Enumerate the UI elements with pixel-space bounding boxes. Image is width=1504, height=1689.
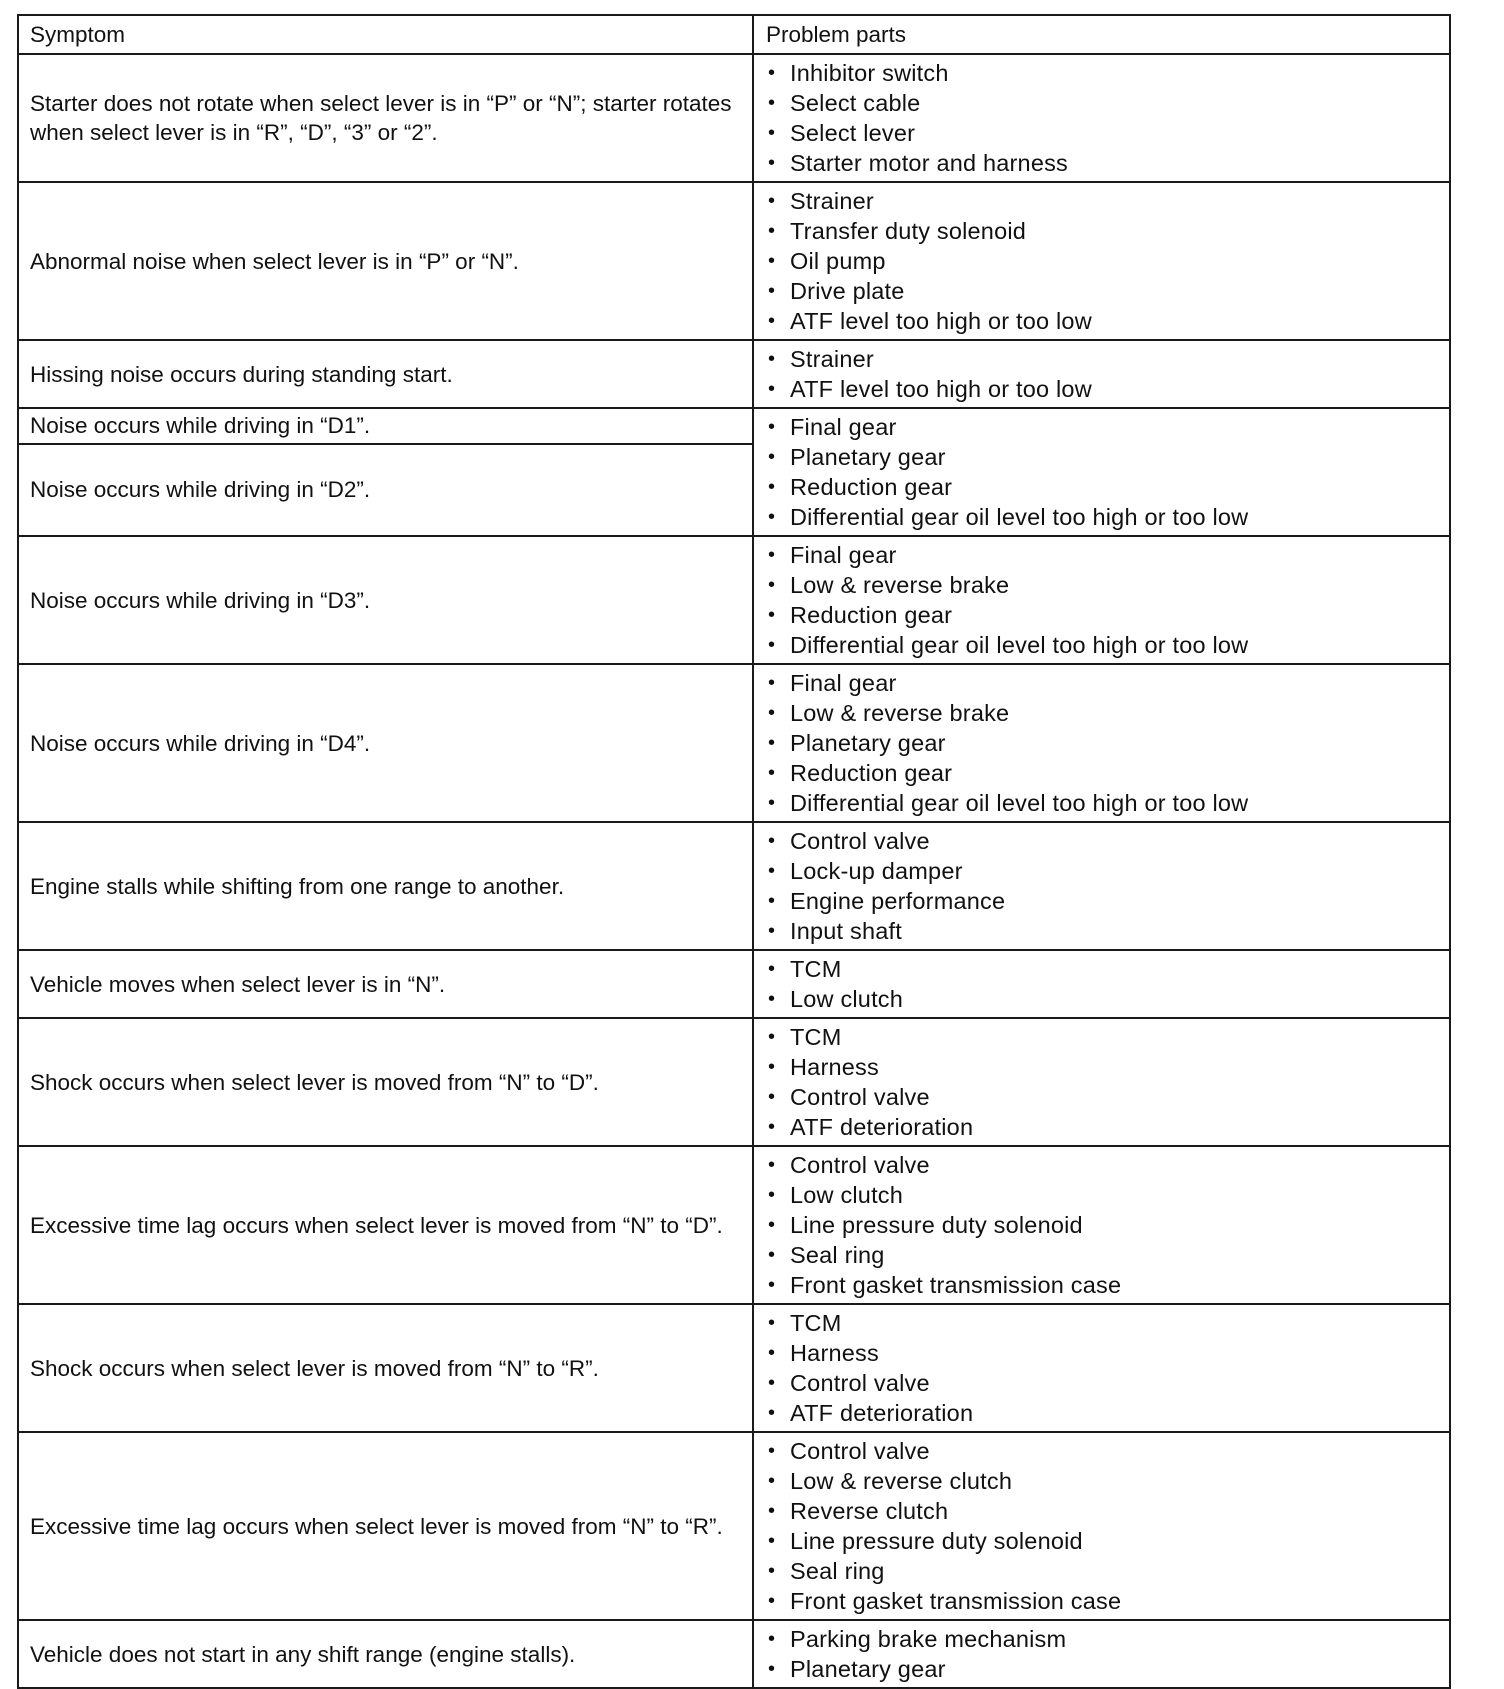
table-row: [18, 822, 1450, 950]
list-item: • Control valve: [766, 1368, 1441, 1398]
header-problem-parts: Problem parts: [753, 15, 1450, 54]
parts-list: [766, 58, 1441, 178]
problem-parts-cell: [753, 1304, 1450, 1432]
symptom-cell: Excessive time lag occurs when select lever is moved from “N” to “D”.: [18, 1146, 753, 1304]
symptom-cell: Noise occurs while driving in “D4”.: [18, 664, 753, 822]
parts-list: [766, 1022, 1441, 1142]
list-item: • Drive plate: [766, 276, 1441, 306]
problem-parts-cell: [753, 1432, 1450, 1620]
list-item: • Reduction gear: [766, 758, 1441, 788]
list-item: • ATF level too high or too low: [766, 306, 1441, 336]
list-item: • Control valve: [766, 826, 1441, 856]
list-item: • Differential gear oil level too high or too low: [766, 502, 1441, 532]
parts-list: [766, 668, 1441, 818]
parts-list: [766, 1436, 1441, 1616]
problem-parts-cell: [753, 340, 1450, 408]
parts-list: [766, 344, 1441, 404]
list-item: • Final gear: [766, 412, 1441, 442]
list-item: • Control valve: [766, 1082, 1441, 1112]
list-item: • Harness: [766, 1338, 1441, 1368]
parts-list: [766, 1624, 1441, 1684]
list-item: • Differential gear oil level too high or too low: [766, 788, 1441, 818]
list-item: • Transfer duty solenoid: [766, 216, 1441, 246]
list-item: • Strainer: [766, 186, 1441, 216]
list-item: • Parking brake mechanism: [766, 1624, 1441, 1654]
list-item: • Line pressure duty solenoid: [766, 1526, 1441, 1556]
problem-parts-cell: [753, 822, 1450, 950]
list-item: • Low clutch: [766, 984, 1441, 1014]
header-symptom: Symptom: [18, 15, 753, 54]
parts-list: [766, 1308, 1441, 1428]
table-row: [18, 54, 1450, 182]
parts-list: [766, 1150, 1441, 1300]
table-row: [18, 1018, 1450, 1146]
table-row: [18, 1620, 1450, 1688]
list-item: • Reverse clutch: [766, 1496, 1441, 1526]
parts-list: [766, 186, 1441, 336]
symptom-cell: Vehicle moves when select lever is in “N”.: [18, 950, 753, 1018]
problem-parts-cell: [753, 182, 1450, 340]
list-item: • Low & reverse brake: [766, 698, 1441, 728]
table-row: [18, 950, 1450, 1018]
symptom-cell: Starter does not rotate when select lever is in “P” or “N”; starter rotates when select lever is in “R”, “D”, “3” or “2”.: [18, 54, 753, 182]
list-item: • Line pressure duty solenoid: [766, 1210, 1441, 1240]
list-item: • Front gasket transmission case: [766, 1270, 1441, 1300]
table-header-row: [18, 15, 1450, 54]
table-row: [18, 1432, 1450, 1620]
list-item: • Engine performance: [766, 886, 1441, 916]
problem-parts-cell: [753, 1018, 1450, 1146]
symptom-cell: Shock occurs when select lever is moved from “N” to “D”.: [18, 1018, 753, 1146]
symptom-cell: Noise occurs while driving in “D1”.: [18, 408, 753, 444]
list-item: • Front gasket transmission case: [766, 1586, 1441, 1616]
table-row: [18, 1146, 1450, 1304]
list-item: • Select lever: [766, 118, 1441, 148]
list-item: • Control valve: [766, 1150, 1441, 1180]
list-item: • Planetary gear: [766, 1654, 1441, 1684]
problem-parts-cell: [753, 664, 1450, 822]
table-row: [18, 340, 1450, 408]
list-item: • Low & reverse clutch: [766, 1466, 1441, 1496]
list-item: • Final gear: [766, 540, 1441, 570]
symptom-cell: Vehicle does not start in any shift range (engine stalls).: [18, 1620, 753, 1688]
table-row: [18, 1304, 1450, 1432]
list-item: • Oil pump: [766, 246, 1441, 276]
list-item: • Low & reverse brake: [766, 570, 1441, 600]
list-item: • ATF deterioration: [766, 1398, 1441, 1428]
list-item: • Final gear: [766, 668, 1441, 698]
symptom-cell: Abnormal noise when select lever is in “P” or “N”.: [18, 182, 753, 340]
list-item: • Starter motor and harness: [766, 148, 1441, 178]
list-item: • Strainer: [766, 344, 1441, 374]
parts-list: [766, 826, 1441, 946]
list-item: • Control valve: [766, 1436, 1441, 1466]
parts-list: [766, 540, 1441, 660]
table-row: [18, 536, 1450, 664]
symptom-cell: Shock occurs when select lever is moved from “N” to “R”.: [18, 1304, 753, 1432]
problem-parts-cell: [753, 1146, 1450, 1304]
symptom-cell: Noise occurs while driving in “D3”.: [18, 536, 753, 664]
list-item: • Inhibitor switch: [766, 58, 1441, 88]
list-item: • Reduction gear: [766, 472, 1441, 502]
list-item: • TCM: [766, 1022, 1441, 1052]
parts-list: [766, 954, 1441, 1014]
problem-parts-cell: [753, 408, 1450, 536]
list-item: • Select cable: [766, 88, 1441, 118]
symptom-cell: Hissing noise occurs during standing start.: [18, 340, 753, 408]
table-row: [18, 408, 1450, 444]
symptom-cell: Noise occurs while driving in “D2”.: [18, 444, 753, 536]
symptom-parts-table: [17, 14, 1451, 1689]
symptom-cell: Engine stalls while shifting from one range to another.: [18, 822, 753, 950]
list-item: • Input shaft: [766, 916, 1441, 946]
list-item: • Reduction gear: [766, 600, 1441, 630]
list-item: • Low clutch: [766, 1180, 1441, 1210]
parts-list: [766, 412, 1441, 532]
list-item: • Planetary gear: [766, 728, 1441, 758]
problem-parts-cell: [753, 1620, 1450, 1688]
list-item: • TCM: [766, 954, 1441, 984]
list-item: • ATF level too high or too low: [766, 374, 1441, 404]
list-item: • ATF deterioration: [766, 1112, 1441, 1142]
table-body: [18, 15, 1450, 1688]
list-item: • Lock-up damper: [766, 856, 1441, 886]
problem-parts-cell: [753, 54, 1450, 182]
symptom-cell: Excessive time lag occurs when select lever is moved from “N” to “R”.: [18, 1432, 753, 1620]
table-row: [18, 664, 1450, 822]
problem-parts-cell: [753, 950, 1450, 1018]
problem-parts-cell: [753, 536, 1450, 664]
list-item: • Harness: [766, 1052, 1441, 1082]
list-item: • Seal ring: [766, 1240, 1441, 1270]
list-item: • TCM: [766, 1308, 1441, 1338]
list-item: • Differential gear oil level too high or too low: [766, 630, 1441, 660]
list-item: • Planetary gear: [766, 442, 1441, 472]
table-row: [18, 182, 1450, 340]
list-item: • Seal ring: [766, 1556, 1441, 1586]
